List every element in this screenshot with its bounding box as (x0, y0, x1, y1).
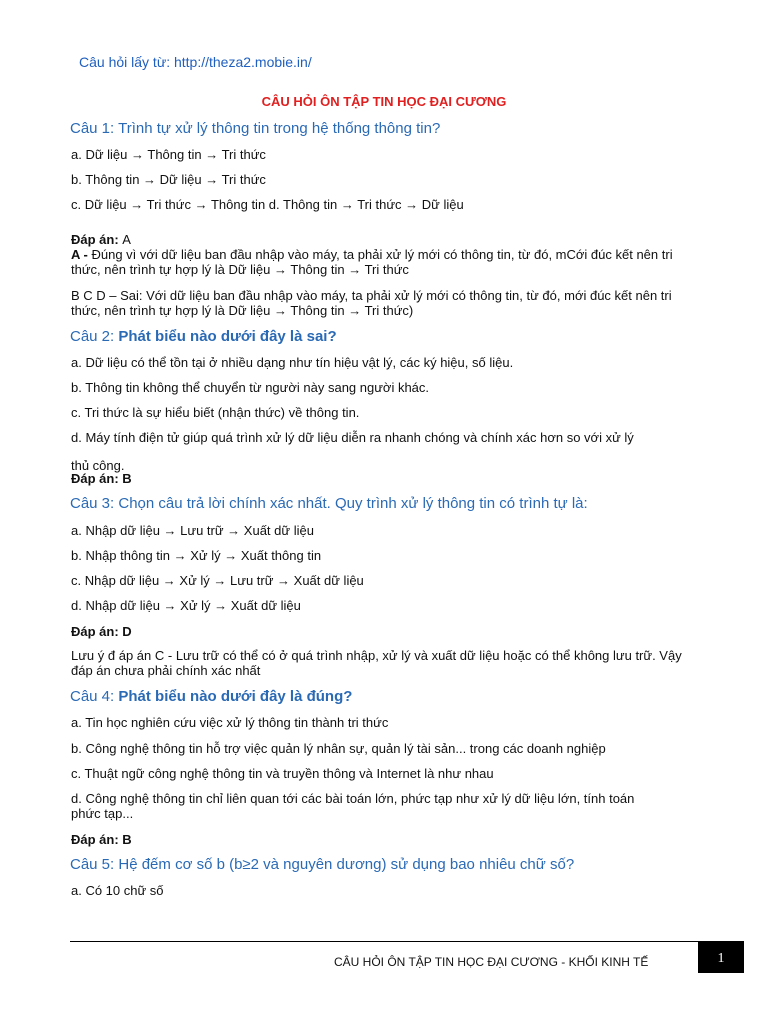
question-4-heading (70, 688, 352, 705)
question-3-note: Lưu ý đ áp án C - Lưu trữ có thể có ở quá trình nhập, xử lý và xuất dữ liệu hoặc có thể không lưu trữ. Vậy đáp án chưa phải chính xác nhất (71, 648, 682, 678)
question-5-prefix: Câu 5: (70, 856, 119, 873)
question-3-option-c: c. Nhập dữ liệu → Xử lý → Lưu trữ → Xuất dữ liệu (71, 573, 364, 588)
question-1-heading (70, 120, 440, 137)
question-5-option-a: a. Có 10 chữ số (71, 883, 164, 898)
question-2-answer: Đáp án: B (71, 471, 132, 486)
question-3-option-b: b. Nhập thông tin → Xử lý → Xuất thông tin (71, 548, 322, 563)
question-4-prefix: Câu 4: (70, 688, 119, 705)
source-link[interactable]: Câu hỏi lấy từ: http://theza2.mobie.in/ (79, 54, 312, 70)
explanation-a-label: A - (71, 247, 92, 262)
question-3-prefix: Câu 3: (70, 495, 119, 512)
question-1-option-b: b. Thông tin → Dữ liệu → Tri thức (71, 172, 266, 187)
question-4-text: Phát biểu nào dưới đây là đúng? (118, 688, 353, 705)
question-4-option-d-cont: phức tạp... (71, 806, 134, 821)
question-2-text: Phát biểu nào dưới đây là sai? (118, 328, 337, 345)
question-4-option-b: b. Công nghệ thông tin hỗ trợ việc quản lý nhân sự, quản lý tài sản... trong các doanh nghiệp (71, 741, 606, 756)
question-5-text: Hệ đếm cơ số b (b≥2 và nguyên dương) sử dụng bao nhiêu chữ số? (118, 856, 575, 873)
question-1-explanation-bcd: B C D – Sai: Với dữ liệu ban đầu nhập vào máy, ta phải xử lý mới có thông tin, từ đó, mới đúc kết nên tri thức, nên trình tự hợp lý là Dữ liệu → Thông tin → Tri thức) (71, 288, 672, 318)
question-4-answer: Đáp án: B (71, 832, 132, 847)
question-4-option-d: d. Công nghệ thông tin chỉ liên quan tới các bài toán lớn, phức tạp như xử lý dữ liệu lớn, tính toán (71, 791, 635, 806)
page-number: 1 (698, 941, 744, 973)
question-2-option-c: c. Tri thức là sự hiểu biết (nhận thức) về thông tin. (71, 405, 360, 420)
question-1-explanation-a (71, 247, 701, 277)
question-3-option-d: d. Nhập dữ liệu → Xử lý → Xuất dữ liệu (71, 598, 301, 613)
footer-title: CÂU HỎI ÔN TẬP TIN HỌC ĐẠI CƯƠNG - KHỐI KINH TẾ (334, 955, 649, 969)
question-5-heading (70, 856, 574, 873)
question-3-answer: Đáp án: D (71, 624, 132, 639)
question-2-option-a: a. Dữ liệu có thể tồn tại ở nhiều dạng như tín hiệu vật lý, các ký hiệu, số liệu. (71, 355, 514, 370)
footer-rule (70, 941, 698, 942)
question-1-prefix: Câu 1: (70, 120, 119, 137)
question-3-heading (70, 495, 588, 512)
question-3-text: Chọn câu trả lời chính xác nhất. Quy trình xử lý thông tin có trình tự là: (118, 495, 588, 512)
question-1-answer (71, 232, 131, 247)
answer-value: A (122, 232, 131, 247)
question-1-option-cd: c. Dữ liệu → Tri thức → Thông tin d. Thông tin → Tri thức → Dữ liệu (71, 197, 464, 212)
question-4-option-c: c. Thuật ngữ công nghệ thông tin và truyền thông và Internet là như nhau (71, 766, 494, 781)
question-2-option-d-cont: thủ công. (71, 458, 125, 473)
question-2-heading (70, 328, 337, 345)
explanation-a-text: Đúng vì với dữ liệu ban đầu nhập vào máy, ta phải xử lý mới có thông tin, từ đó, mCới đúc kết nên tri thức, nên trình tự hợp lý là Dữ liệu → Thông tin → Tri thức (71, 247, 673, 277)
question-1-text: Trình tự xử lý thông tin trong hệ thống thông tin? (118, 120, 441, 137)
document-title: CÂU HỎI ÔN TẬP TIN HỌC ĐẠI CƯƠNG (261, 94, 507, 109)
question-2-prefix: Câu 2: (70, 328, 119, 345)
question-2-option-b: b. Thông tin không thể chuyển từ người này sang người khác. (71, 380, 430, 395)
question-4-option-a: a. Tin học nghiên cứu việc xử lý thông tin thành tri thức (71, 715, 389, 730)
question-1-option-a: a. Dữ liệu → Thông tin → Tri thức (71, 147, 266, 162)
question-2-option-d: d. Máy tính điện tử giúp quá trình xử lý dữ liệu diễn ra nhanh chóng và chính xác hơn so với xử lý (71, 430, 634, 445)
answer-label: Đáp án: (71, 232, 123, 247)
question-3-option-a: a. Nhập dữ liệu → Lưu trữ → Xuất dữ liệu (71, 523, 314, 538)
